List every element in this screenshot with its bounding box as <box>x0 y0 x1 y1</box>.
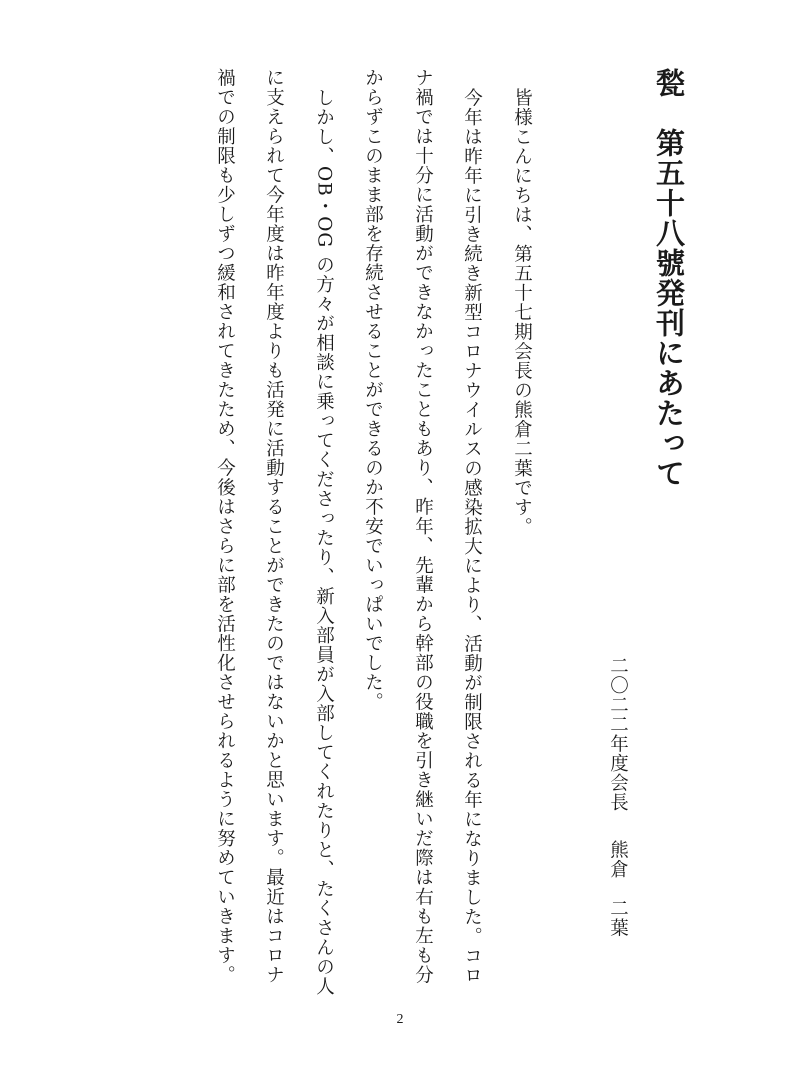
signature-role: 二〇二二年度会長 <box>607 656 629 812</box>
body-line: 禍での制限も少しずつ緩和されてきたため、今後はさらに部を活性化させられるように努めていきます。 <box>214 68 236 985</box>
signature <box>608 656 627 938</box>
body-line: 今年は昨年に引き続き新型コロナウイルスの感染拡大により、活動が制限される年になりました。コロ <box>461 88 483 985</box>
body-line: しかし、OB・OG の方々が相談に乗ってくださったり、新入部員が入部してくれたりと、たくさんの人 <box>313 88 335 997</box>
page-title <box>652 68 686 488</box>
body-line: 皆様こんにちは、第五十七期会長の熊倉二葉です。 <box>511 88 533 537</box>
page-number: 2 <box>396 1012 404 1027</box>
signature-name: 熊倉 二葉 <box>607 840 629 938</box>
body-line: からずこのまま部を存続させることができるのか不安でいっぱいでした。 <box>362 68 384 712</box>
title-heading: 第五十八號発刊にあたって <box>652 128 686 488</box>
title-name: 甃 <box>652 68 686 98</box>
body-line: に支えられて今年度は昨年度よりも活発に活動することができたのではないかと思います。最近はコロナ <box>263 68 285 985</box>
body-line: ナ禍では十分に活動ができなかったこともあり、昨年、先輩から幹部の役職を引き継いだ際は右も左も分 <box>412 68 434 985</box>
